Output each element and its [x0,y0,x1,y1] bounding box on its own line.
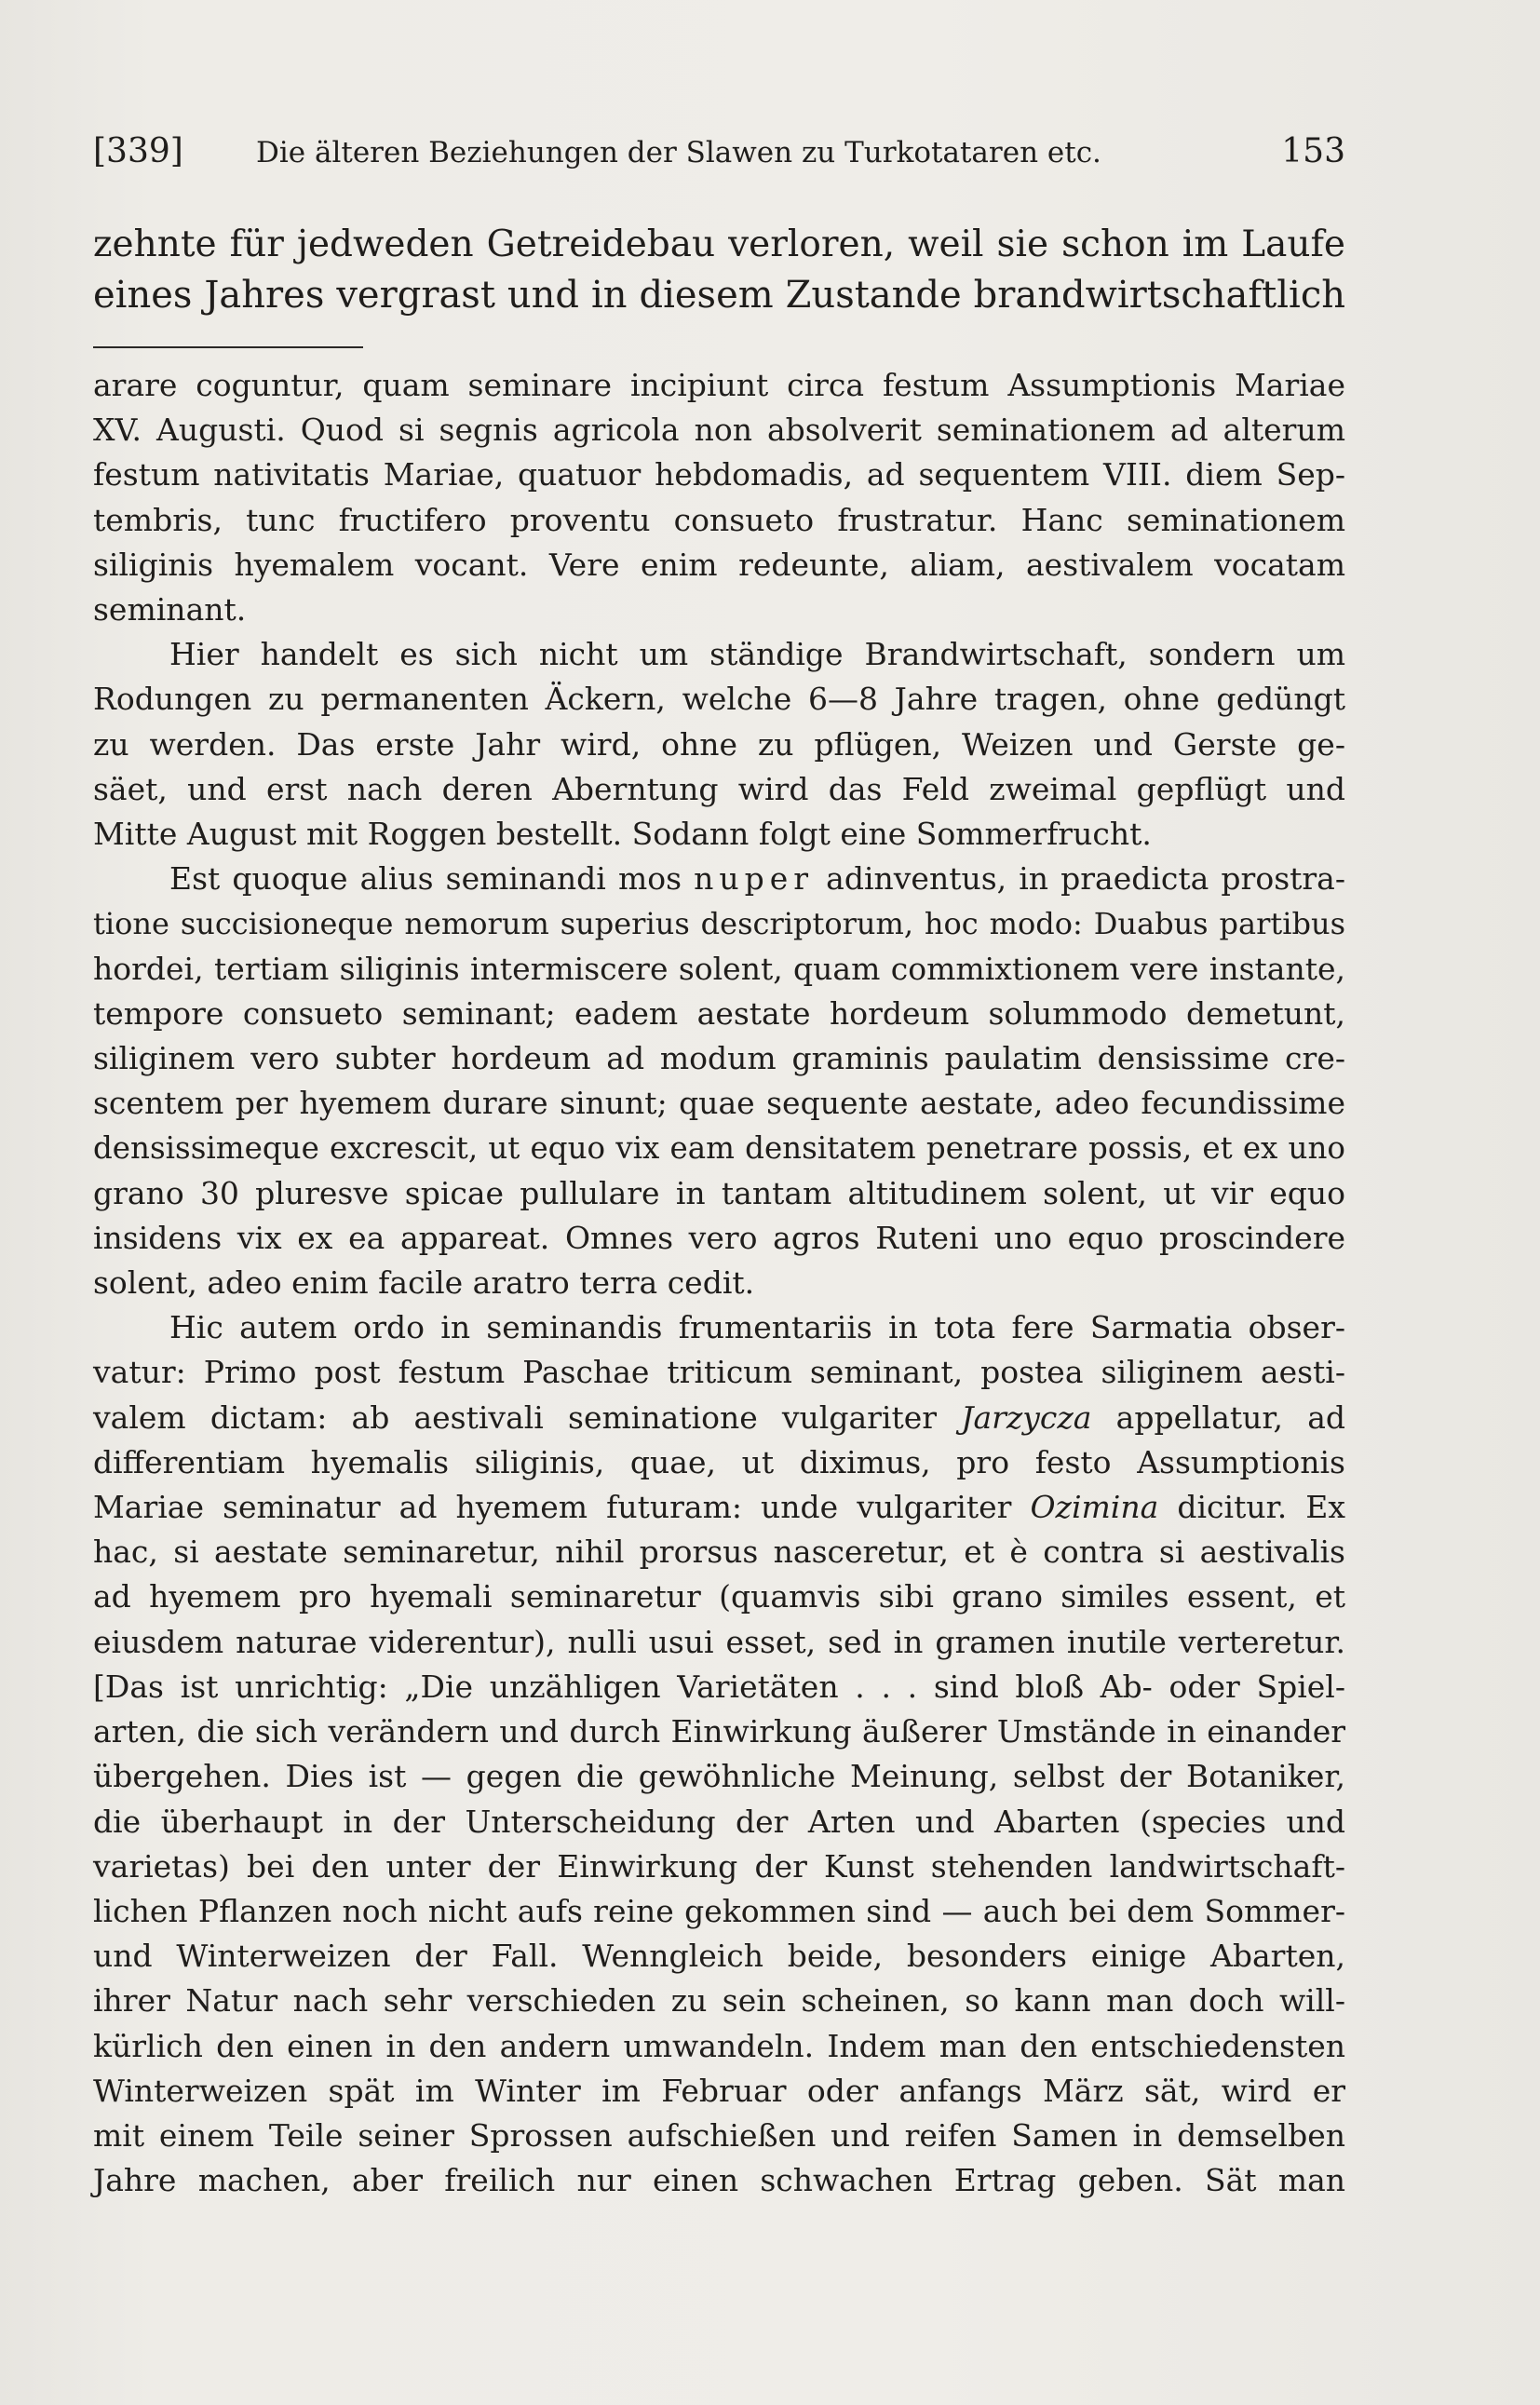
text-line: kürlich den einen in den andern umwandeln. Indem man den entschiedensten [93,2027,1345,2064]
text-line: zu werden. Das erste Jahr wird, ohne zu pflügen, Weizen und Gerste ge- [93,725,1345,763]
text-line: zehnte für jedweden Getreidebau verloren, weil sie schon im Laufe [93,223,1345,265]
main-text [93,220,1345,320]
text-line: arten, die sich verändern und durch Einwirkung äußerer Umstände in einander [93,1713,1345,1750]
text-line: seminant. [93,591,247,628]
footnote-rule [93,346,363,348]
running-header [93,132,1345,175]
text-line: die überhaupt in der Unterscheidung der Arten und Abarten (species und [93,1803,1345,1840]
text-line: XV. Augusti. Quod si segnis agricola non absolverit seminationem ad alterum [93,412,1345,449]
text-segment: Mariae seminatur ad hyemem futuram: unde vulgariter [93,1489,1012,1526]
text-line: densissimeque excrescit, ut equo vix eam densitatem penetrare possis, et ex uno [93,1130,1345,1167]
text-line: varietas) bei den unter der Einwirkung der Kunst stehenden landwirtschaft- [93,1847,1345,1885]
text-line: säet, und erst nach deren Aberntung wird das Feld zweimal gepflügt und [93,770,1345,807]
text-line: siliginem vero subter hordeum ad modum graminis paulatim densissime cre- [93,1040,1345,1077]
text-line [93,857,1345,901]
text-line: mit einem Teile seiner Sprossen aufschießen und reifen Samen in demselben [93,2116,1345,2154]
text-line: Hier handelt es sich nicht um ständige Brandwirtschaft, sondern um [169,636,1345,673]
running-title: Die älteren Beziehungen der Slawen zu Turkotataren etc. [256,136,1101,169]
text-line: Jahre machen, aber freilich nur einen schwachen Ertrag geben. Sät man [93,2162,1345,2199]
text-line: scentem per hyemem durare sinunt; quae sequente aestate, adeo fecundissime [93,1085,1345,1122]
text-line: solent, adeo enim facile aratro terra cedit. [93,1264,755,1302]
text-line: übergehen. Dies ist — gegen die gewöhnliche Meinung, selbst der Botaniker, [93,1758,1345,1795]
text-segment: appellatur, ad [1115,1398,1345,1436]
text-line: lichen Pflanzen noch nicht aufs reine gekommen sind — auch bei dem Sommer- [93,1892,1345,1929]
text-line: hordei, tertiam siliginis intermiscere solent, quam commixtionem vere instante, [93,950,1345,987]
text-line: insidens vix ex ea appareat. Omnes vero agros Ruteni uno equo proscindere [93,1219,1345,1256]
text-line: hac, si aestate seminaretur, nihil prorsus nasceretur, et è contra si aestivalis [93,1534,1345,1571]
text-line [93,1396,1345,1440]
spaced-word: nuper [694,860,815,898]
footnote-text [93,363,1345,2203]
text-segment: valem dictam: ab aestivali seminatione vulgariter [93,1398,938,1436]
text-line: tempore consueto seminant; eadem aestate hordeum solummodo demetunt, [93,994,1345,1032]
text-line: Mitte August mit Roggen bestellt. Sodann folgt eine Sommerfrucht. [93,816,1152,853]
text-line: eiusdem naturae viderentur), nulli usui esset, sed in gramen inutile verteretur. [93,1623,1345,1660]
text-line: ad hyemem pro hyemali seminaretur (quamvis sibi grano similes essent, et [93,1578,1345,1615]
text-line: und Winterweizen der Fall. Wenngleich beide, besonders einige Abarten, [93,1938,1345,1975]
page-number: 153 [1281,132,1345,170]
text-line: ihrer Natur nach sehr verschieden zu sein scheinen, so kann man doch will- [93,1982,1345,2020]
text-line: grano 30 pluresve spicae pullulare in tantam altitudinem solent, ut vir equo [93,1174,1345,1211]
text-line: tione succisioneque nemorum superius descriptorum, hoc modo: Duabus partibus [93,906,1345,942]
text-line: Rodungen zu permanenten Äckern, welche 6—8 Jahre tragen, ohne gedüngt [93,681,1345,718]
text-line: [Das ist unrichtig: „Die unzähligen Varietäten . . . sind bloß Ab- oder Spiel- [93,1668,1345,1705]
text-segment: adinventus, in praedicta prostra- [826,860,1345,898]
text-line: arare coguntur, quam seminare incipiunt circa festum Assumptionis Mariae [93,367,1345,403]
text-line: festum nativitatis Mariae, quatuor hebdomadis, ad sequentem VIII. diem Sep- [93,456,1345,493]
text-line: eines Jahres vergrast und in diesem Zustande brandwirtschaftlich [93,274,1345,317]
italic-term: Ozimina [1030,1489,1159,1526]
text-line: Hic autem ordo in seminandis frumentariis in tota fere Sarmatia obser- [169,1309,1345,1346]
text-line: Winterweizen spät im Winter im Februar oder anfangs März sät, wird er [93,2072,1345,2109]
text-line: vatur: Primo post festum Paschae triticum seminant, postea siliginem aesti- [93,1354,1345,1391]
text-line: siliginis hyemalem vocant. Vere enim redeunte, aliam, aestivalem vocatam [93,546,1345,583]
text-line: differentiam hyemalis siliginis, quae, ut diximus, pro festo Assumptionis [93,1443,1345,1480]
text-line [93,1485,1345,1530]
text-line: tembris, tunc fructifero proventu consueto frustratur. Hanc seminationem [93,501,1345,538]
text-segment: dicitur. Ex [1177,1489,1345,1526]
text-segment: Est quoque alius seminandi mos [169,860,682,898]
italic-term: Jarzycza [961,1398,1092,1436]
page-signature: [339] [93,132,183,170]
